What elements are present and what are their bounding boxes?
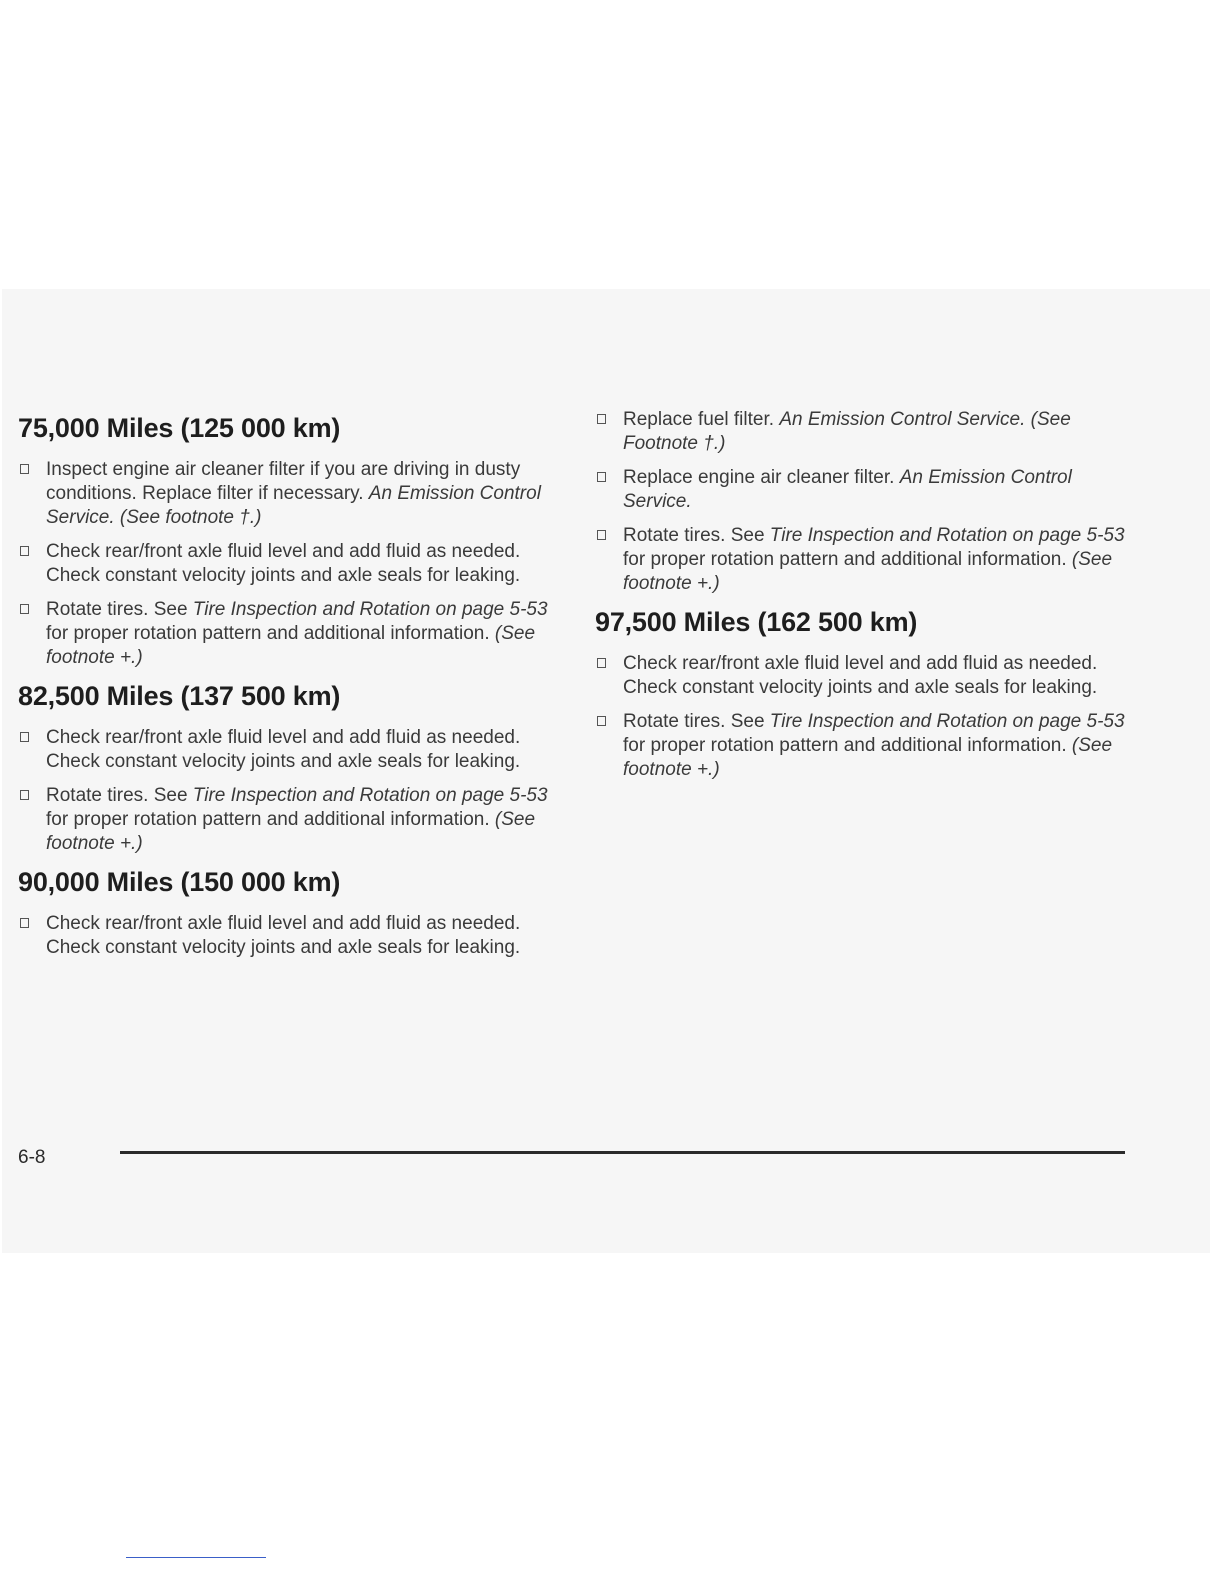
item-emphasis: An Emission Control Service. (See Footnote †.) (623, 409, 1071, 454)
section-title-90000: 90,000 Miles (150 000 km) (18, 867, 341, 897)
list-item (595, 524, 1140, 596)
item-emphasis: An Emission Control Service. (See footnote †.) (46, 483, 541, 528)
section-title-82500: 82,500 Miles (137 500 km) (18, 681, 341, 711)
section-title-97500: 97,500 Miles (162 500 km) (595, 607, 918, 637)
item-text: Rotate tires. See (46, 599, 193, 620)
cross-reference-link[interactable]: Tire Inspection and Rotation on page 5-53 (769, 525, 1125, 546)
footnote-reference: (See footnote +.) (623, 549, 1113, 594)
checklist-90000 (18, 912, 563, 960)
item-text: Rotate tires. See (46, 785, 193, 806)
list-item (18, 784, 563, 856)
item-text: for proper rotation pattern and additional information. (46, 809, 495, 830)
footnote-reference: (See footnote +.) (46, 623, 536, 668)
right-column (595, 408, 1140, 792)
list-item (18, 598, 563, 670)
item-text: Check rear/front axle fluid level and add fluid as needed. Check constant velocity joints and axle seals for leaking. (623, 653, 1098, 698)
checkbox-icon (20, 790, 29, 800)
footer-rule (120, 1151, 1125, 1154)
checklist-75000 (18, 458, 563, 670)
section-title-75000: 75,000 Miles (125 000 km) (18, 413, 341, 443)
item-text: Rotate tires. See (623, 711, 770, 732)
item-text: Check rear/front axle fluid level and add fluid as needed. Check constant velocity joints and axle seals for leaking. (46, 913, 521, 958)
item-text: for proper rotation pattern and additional information. (46, 623, 495, 644)
item-text: Replace fuel filter. (623, 409, 780, 430)
cross-reference-link[interactable]: Tire Inspection and Rotation on page 5-53 (769, 711, 1125, 732)
item-text: Inspect engine air cleaner filter if you are driving in dusty conditions. Replace filter if necessary. (46, 459, 521, 504)
checkbox-icon (20, 918, 29, 928)
item-text: Check rear/front axle fluid level and add fluid as needed. Check constant velocity joints and axle seals for leaking. (46, 541, 521, 586)
list-item (595, 652, 1140, 700)
footnote-reference: (See footnote +.) (623, 735, 1113, 780)
checkbox-icon (597, 414, 606, 424)
footnote-reference: (See footnote +.) (46, 809, 536, 854)
checkbox-icon (597, 530, 606, 540)
list-item (18, 458, 563, 530)
list-item (18, 540, 563, 588)
list-item (18, 726, 563, 774)
checkbox-icon (597, 472, 606, 482)
list-item (18, 912, 563, 960)
item-emphasis: An Emission Control Service. (623, 467, 1072, 512)
left-column (18, 412, 563, 970)
cross-reference-link[interactable]: Tire Inspection and Rotation on page 5-53 (192, 785, 548, 806)
item-text: for proper rotation pattern and additional information. (623, 549, 1072, 570)
item-text: Rotate tires. See (623, 525, 770, 546)
checkbox-icon (20, 604, 29, 614)
checkbox-icon (20, 546, 29, 556)
checklist-90000-continued (595, 408, 1140, 596)
list-item (595, 710, 1140, 782)
checklist-97500 (595, 652, 1140, 782)
item-text: Replace engine air cleaner filter. (623, 467, 900, 488)
checkbox-icon (20, 464, 29, 474)
checkbox-icon (597, 658, 606, 668)
checklist-82500 (18, 726, 563, 856)
item-text: Check rear/front axle fluid level and add fluid as needed. Check constant velocity joints and axle seals for leaking. (46, 727, 521, 772)
checkbox-icon (597, 716, 606, 726)
cross-reference-link[interactable]: Tire Inspection and Rotation on page 5-53 (192, 599, 548, 620)
list-item (595, 408, 1140, 456)
list-item (595, 466, 1140, 514)
page-number: 6-8 (18, 1147, 46, 1168)
item-text: for proper rotation pattern and additional information. (623, 735, 1072, 756)
bottom-link-underline (126, 1557, 266, 1558)
checkbox-icon (20, 732, 29, 742)
